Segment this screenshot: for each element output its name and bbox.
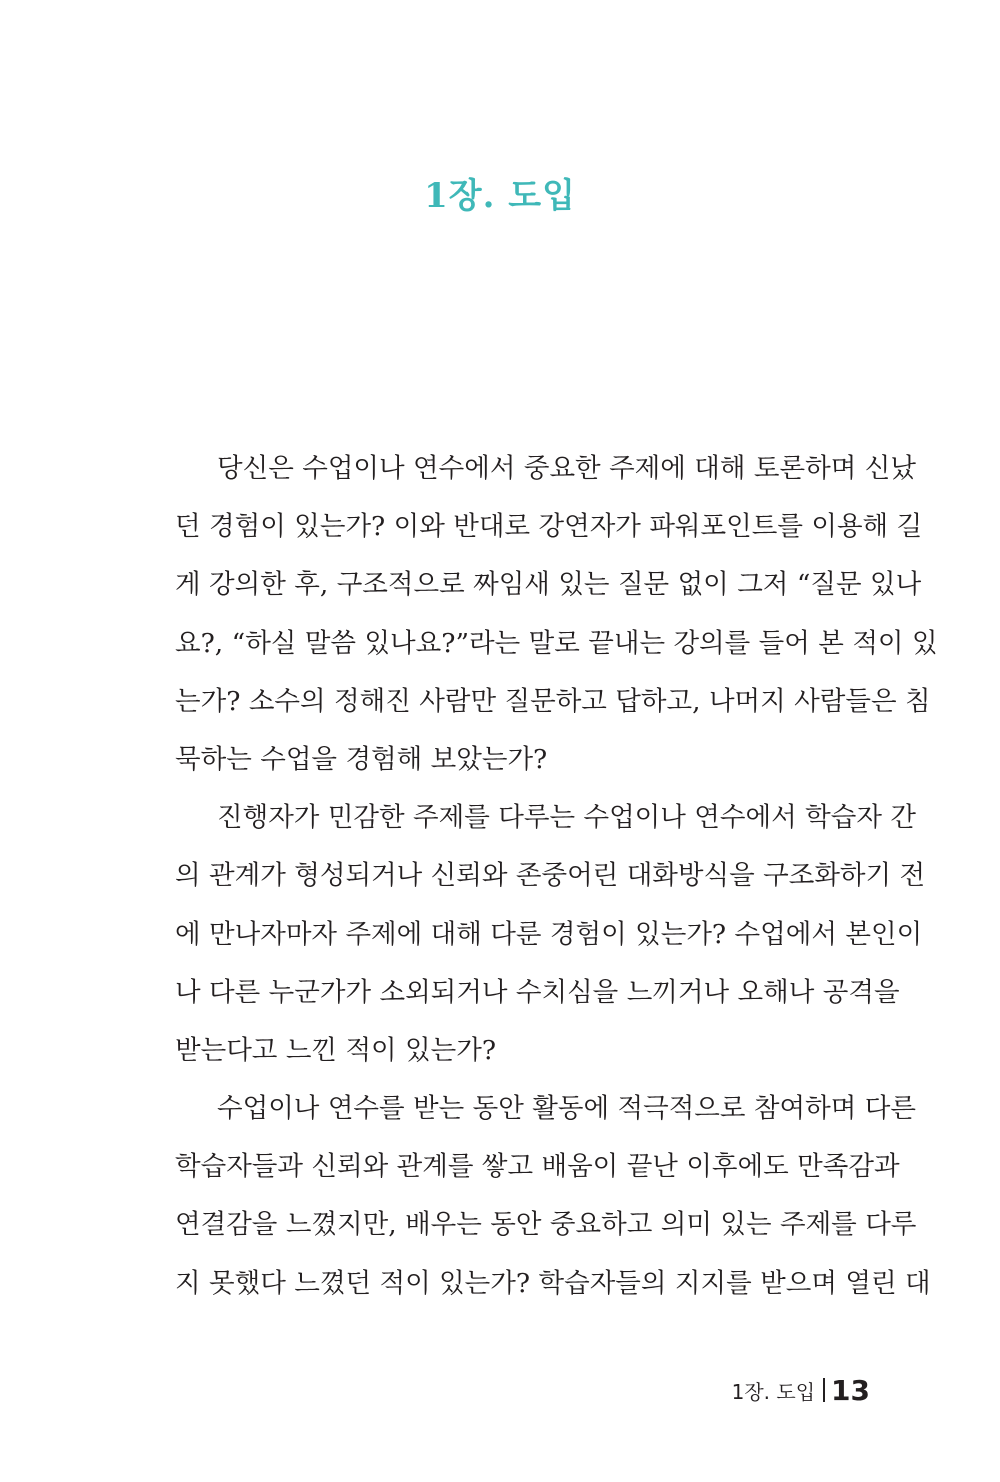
paragraph-1-line-5: 는가? 소수의 정해진 사람만 질문하고 답하고, 나머지 사람들은 침 xyxy=(175,685,931,717)
paragraph-2-line-3: 에 만나자마자 주제에 대해 다룬 경험이 있는가? 수업에서 본인이 xyxy=(175,918,923,950)
paragraph-2-line-4: 나 다른 누군가가 소외되거나 수치심을 느끼거나 오해나 공격을 xyxy=(175,976,900,1008)
paragraph-1-line-6: 묵하는 수업을 경험해 보았는가? xyxy=(175,743,548,775)
paragraph-1-line-2: 던 경험이 있는가? 이와 반대로 강연자가 파워포인트를 이용해 길 xyxy=(175,511,923,543)
paragraph-3-line-3: 연결감을 느꼈지만, 배우는 동안 중요하고 의미 있는 주제를 다루 xyxy=(175,1209,917,1241)
paragraph-1-line-1: 당신은 수업이나 연수에서 중요한 주제에 대해 토론하며 신났 xyxy=(217,453,916,484)
paragraph-1-line-3: 게 강의한 후, 구조적으로 짜임새 있는 질문 없이 그저 “질문 있나 xyxy=(175,569,922,601)
paragraph-2-line-2: 의 관계가 형성되거나 신뢰와 존중어린 대화방식을 구조화하기 전 xyxy=(175,860,926,892)
footer-divider xyxy=(823,1378,825,1402)
running-head: 1장. 도입 xyxy=(731,1379,816,1404)
paragraph-3-line-1: 수업이나 연수를 받는 동안 활동에 적극적으로 참여하며 다른 xyxy=(217,1093,916,1125)
body-text xyxy=(175,440,938,1313)
paragraph-3-line-4: 지 못했다 느꼈던 적이 있는가? 학습자들의 지지를 받으며 열린 대 xyxy=(175,1267,931,1299)
page-number: 13 xyxy=(831,1373,870,1407)
paragraph-1-line-4: 요?, “하실 말씀 있나요?”라는 말로 끝내는 강의를 들어 본 적이 있 xyxy=(175,627,938,659)
paragraph-2-line-1: 진행자가 민감한 주제를 다루는 수업이나 연수에서 학습자 간 xyxy=(217,802,916,834)
chapter-title: 1장. 도입 xyxy=(424,176,576,216)
paragraph-2-line-5: 받는다고 느낀 적이 있는가? xyxy=(175,1034,497,1066)
paragraph-3-line-2: 학습자들과 신뢰와 관계를 쌓고 배움이 끝난 이후에도 만족감과 xyxy=(175,1151,900,1183)
page-footer xyxy=(732,1372,870,1408)
